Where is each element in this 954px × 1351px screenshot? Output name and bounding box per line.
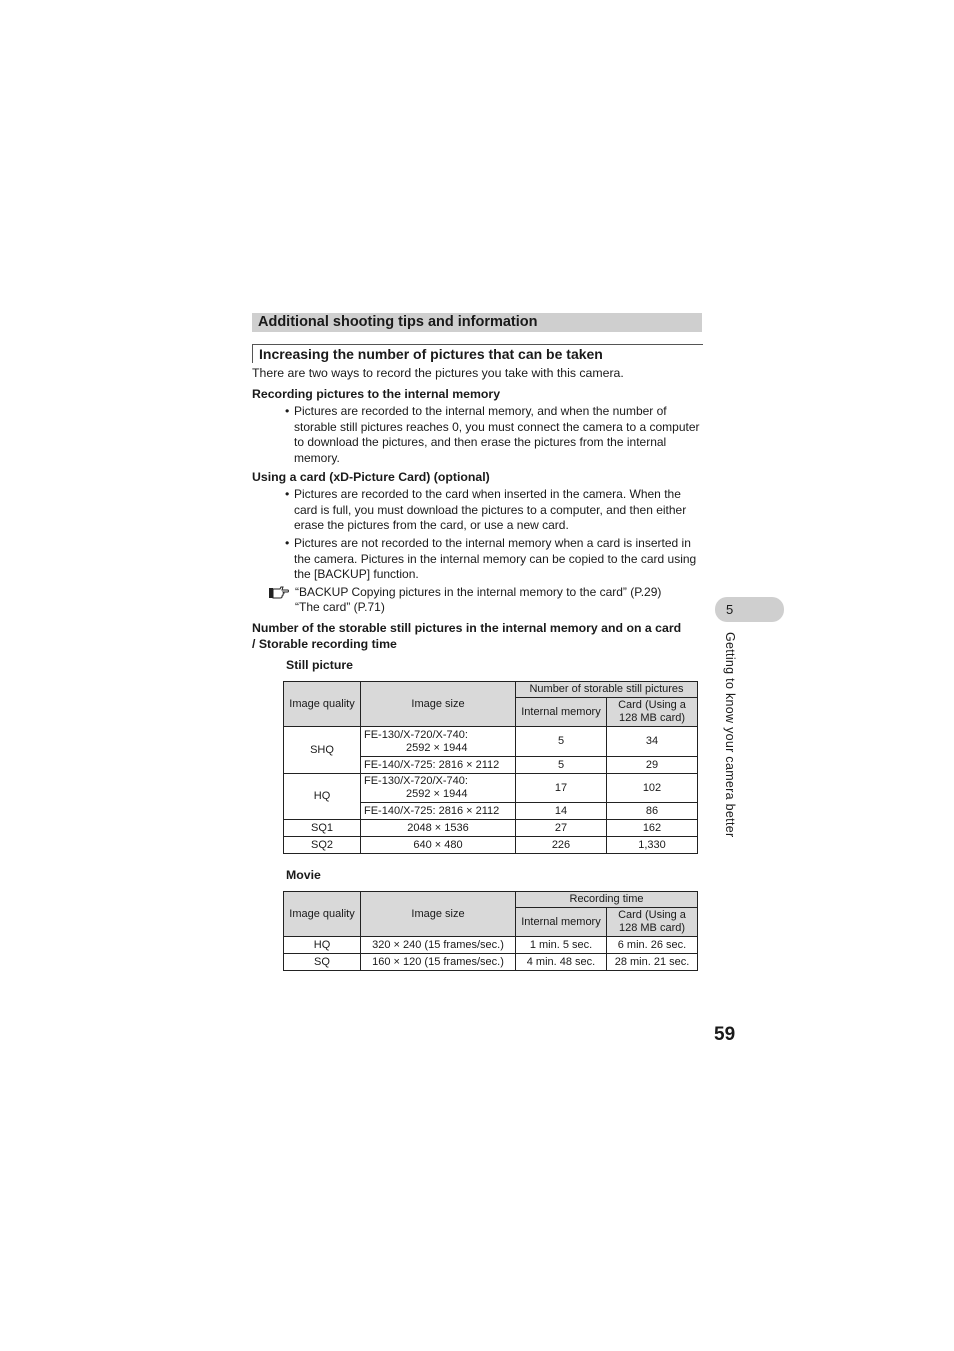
- header-image-quality: Image quality: [284, 892, 361, 937]
- cell-internal: 14: [516, 803, 607, 820]
- cell-size: 640 × 480: [361, 837, 516, 854]
- header-card: Card (Using a 128 MB card): [607, 908, 698, 937]
- cell-quality: SQ: [284, 954, 361, 971]
- movie-label: Movie: [286, 868, 321, 882]
- section-title: Additional shooting tips and information: [258, 314, 538, 330]
- cell-internal: 226: [516, 837, 607, 854]
- header-image-quality: Image quality: [284, 682, 361, 727]
- cell-quality: SHQ: [284, 727, 361, 774]
- reference-line-1: “BACKUP Copying pictures in the internal memory to the card” (P.29): [295, 585, 662, 599]
- cell-internal: 17: [516, 774, 607, 803]
- cell-card: 34: [607, 727, 698, 757]
- cell-size: FE-140/X-725: 2816 × 2112: [361, 803, 516, 820]
- section-header: [252, 313, 702, 332]
- cell-size: FE-130/X-720/X-740: 2592 × 1944: [361, 727, 516, 757]
- internal-memory-bullet-1: Pictures are recorded to the internal memory, and when the number of storable still pictures reaches 0, you must connect the camera to a computer to download the pictures, and then erase the pictures from the internal memory.: [294, 404, 700, 465]
- cell-card: 102: [607, 774, 698, 803]
- table-row: [284, 954, 698, 971]
- subsection-title: Increasing the number of pictures that can be taken: [259, 346, 603, 362]
- header-card: Card (Using a 128 MB card): [607, 698, 698, 727]
- cell-quality: HQ: [284, 937, 361, 954]
- header-image-size: Image size: [361, 682, 516, 727]
- cell-size: 320 × 240 (15 frames/sec.): [361, 937, 516, 954]
- still-picture-label: Still picture: [286, 658, 353, 672]
- cell-card: 86: [607, 803, 698, 820]
- pointing-hand-icon: [268, 585, 290, 601]
- subsection-header: [252, 344, 703, 363]
- bullet-marker: •: [285, 536, 290, 550]
- bullet-marker: •: [285, 404, 290, 418]
- cell-internal: 1 min. 5 sec.: [516, 937, 607, 954]
- header-recording-time: Recording time: [516, 892, 698, 908]
- cell-internal: 5: [516, 757, 607, 774]
- header-internal-memory: Internal memory: [516, 698, 607, 727]
- header-image-size: Image size: [361, 892, 516, 937]
- cell-size: 2048 × 1536: [361, 820, 516, 837]
- cell-size: 160 × 120 (15 frames/sec.): [361, 954, 516, 971]
- storable-heading-line-1: Number of the storable still pictures in the internal memory and on a card: [252, 621, 682, 635]
- cell-card: 28 min. 21 sec.: [607, 954, 698, 971]
- card-bullet-2: Pictures are not recorded to the internal memory when a card is inserted in the camera. Pictures in the internal memory can be copied to the card using the [BACKUP] function.: [294, 536, 697, 581]
- bullet-marker: •: [285, 487, 290, 501]
- header-internal-memory: Internal memory: [516, 908, 607, 937]
- cell-internal: 5: [516, 727, 607, 757]
- cell-internal: 27: [516, 820, 607, 837]
- chapter-title: Getting to know your camera better: [723, 632, 737, 838]
- cell-card: 6 min. 26 sec.: [607, 937, 698, 954]
- reference-line-2: “The card” (P.71): [295, 600, 385, 614]
- cell-quality: SQ2: [284, 837, 361, 854]
- table-row: [284, 727, 698, 757]
- chapter-tab: [715, 597, 784, 622]
- cell-card: 29: [607, 757, 698, 774]
- movie-table: [283, 891, 698, 971]
- still-picture-table: [283, 681, 698, 854]
- cell-quality: HQ: [284, 774, 361, 820]
- card-heading: Using a card (xD-Picture Card) (optional): [252, 470, 490, 484]
- internal-memory-heading: Recording pictures to the internal memory: [252, 387, 501, 401]
- header-storable-pictures: Number of storable still pictures: [516, 682, 698, 698]
- cell-size: FE-140/X-725: 2816 × 2112: [361, 757, 516, 774]
- cell-size: FE-130/X-720/X-740: 2592 × 1944: [361, 774, 516, 803]
- table-row: [284, 837, 698, 854]
- chapter-number: 5: [726, 602, 734, 617]
- table-row: [284, 774, 698, 803]
- card-bullet-1: Pictures are recorded to the card when inserted in the camera. When the card is full, you must download the pictures to a computer, and then either erase the pictures from the card, or use a new card.: [294, 487, 687, 532]
- table-row: [284, 937, 698, 954]
- cell-card: 1,330: [607, 837, 698, 854]
- cell-internal: 4 min. 48 sec.: [516, 954, 607, 971]
- page-number: 59: [714, 1024, 736, 1045]
- storable-heading-line-2: / Storable recording time: [252, 637, 397, 651]
- cell-card: 162: [607, 820, 698, 837]
- intro-text: There are two ways to record the pictures you take with this camera.: [252, 366, 624, 380]
- cell-quality: SQ1: [284, 820, 361, 837]
- table-row: [284, 820, 698, 837]
